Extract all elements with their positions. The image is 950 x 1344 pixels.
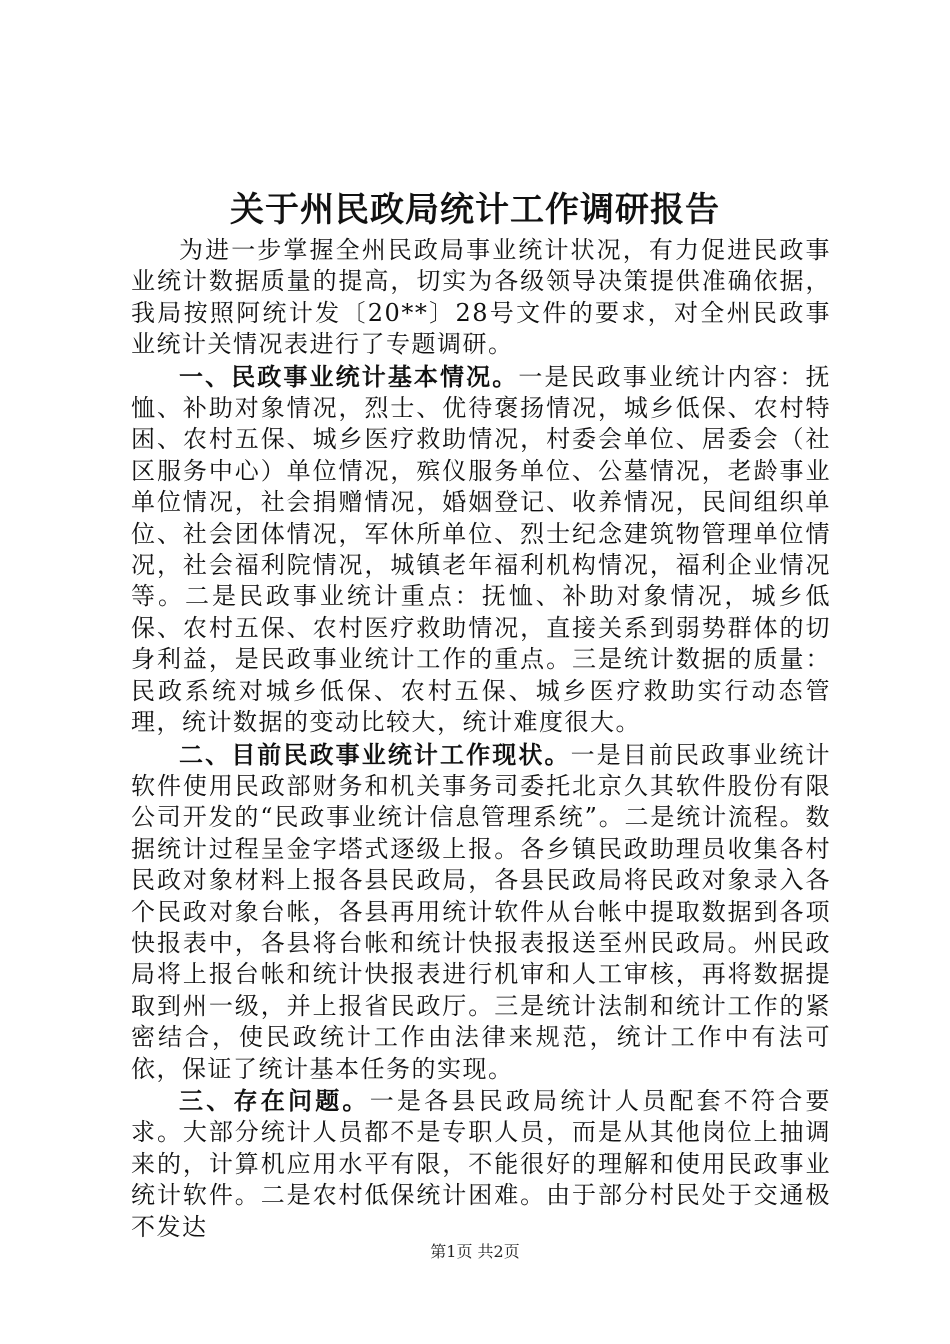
paragraph-section-1 bbox=[131, 361, 831, 739]
paragraph-intro bbox=[131, 235, 831, 361]
document-body bbox=[131, 235, 831, 1243]
section-3-heading: 三、存在问题。 bbox=[179, 1085, 370, 1115]
section-2-text: 一是目前民政事业统计软件使用民政部财务和机关事务司委托北京久其软件股份有限公司开发的“民政事业统计信息管理系统”。二是统计流程。数据统计过程呈金字塔式逐级上报。各乡镇民政助理员收集各村民政对象材料上报各县民政局，各县民政局将民政对象录入各个民政对象台帐，各县再用统计软件从台帐中提取数据到各项快报表中，各县将台帐和统计快报表报送至州民政局。州民政局将上报台帐和统计快报表进行机审和人工审核，再将数据提取到州一级，并上报省民政厅。三是统计法制和统计工作的紧密结合，使民政统计工作由法律来规范，统计工作中有法可依，保证了统计基本任务的实现。 bbox=[131, 740, 831, 1083]
section-1-text: 一是民政事业统计内容：抚恤、补助对象情况，烈士、优待褒扬情况，城乡低保、农村特困、农村五保、城乡医疗救助情况，村委会单位、居委会（社区服务中心）单位情况，殡仪服务单位、公墓情况，老龄事业单位情况，社会捐赠情况，婚姻登记、收养情况，民间组织单位、社会团体情况，军休所单位、烈士纪念建筑物管理单位情况，社会福利院情况，城镇老年福利机构情况，福利企业情况等。二是民政事业统计重点：抚恤、补助对象情况，城乡低保、农村五保、农村医疗救助情况，直接关系到弱势群体的切身利益，是民政事业统计工作的重点。三是统计数据的质量：民政系统对城乡低保、农村五保、城乡医疗救助实行动态管理，统计数据的变动比较大，统计难度很大。 bbox=[131, 362, 832, 737]
paragraph-intro-text: 为进一步掌握全州民政局事业统计状况，有力促进民政事业统计数据质量的提高，切实为各级领导决策提供准确依据，我局按照阿统计发〔20**〕28号文件的要求，对全州民政事业统计关情况表进行了专题调研。 bbox=[131, 236, 831, 359]
page-footer: 第1页 共2页 bbox=[430, 1242, 520, 1261]
section-2-heading: 二、目前民政事业统计工作现状。 bbox=[179, 739, 571, 769]
paragraph-section-3 bbox=[131, 1085, 831, 1243]
paragraph-section-2 bbox=[131, 739, 831, 1085]
document-title: 关于州民政局统计工作调研报告 bbox=[230, 190, 720, 230]
section-3-text: 一是各县民政局统计人员配套不符合要求。大部分统计人员都不是专职人员，而是从其他岗位上抽调来的，计算机应用水平有限，不能很好的理解和使用民政事业统计软件。二是农村低保统计困难。由于部分村民处于交通极不发达 bbox=[131, 1086, 832, 1241]
section-1-heading: 一、民政事业统计基本情况。 bbox=[179, 361, 519, 391]
